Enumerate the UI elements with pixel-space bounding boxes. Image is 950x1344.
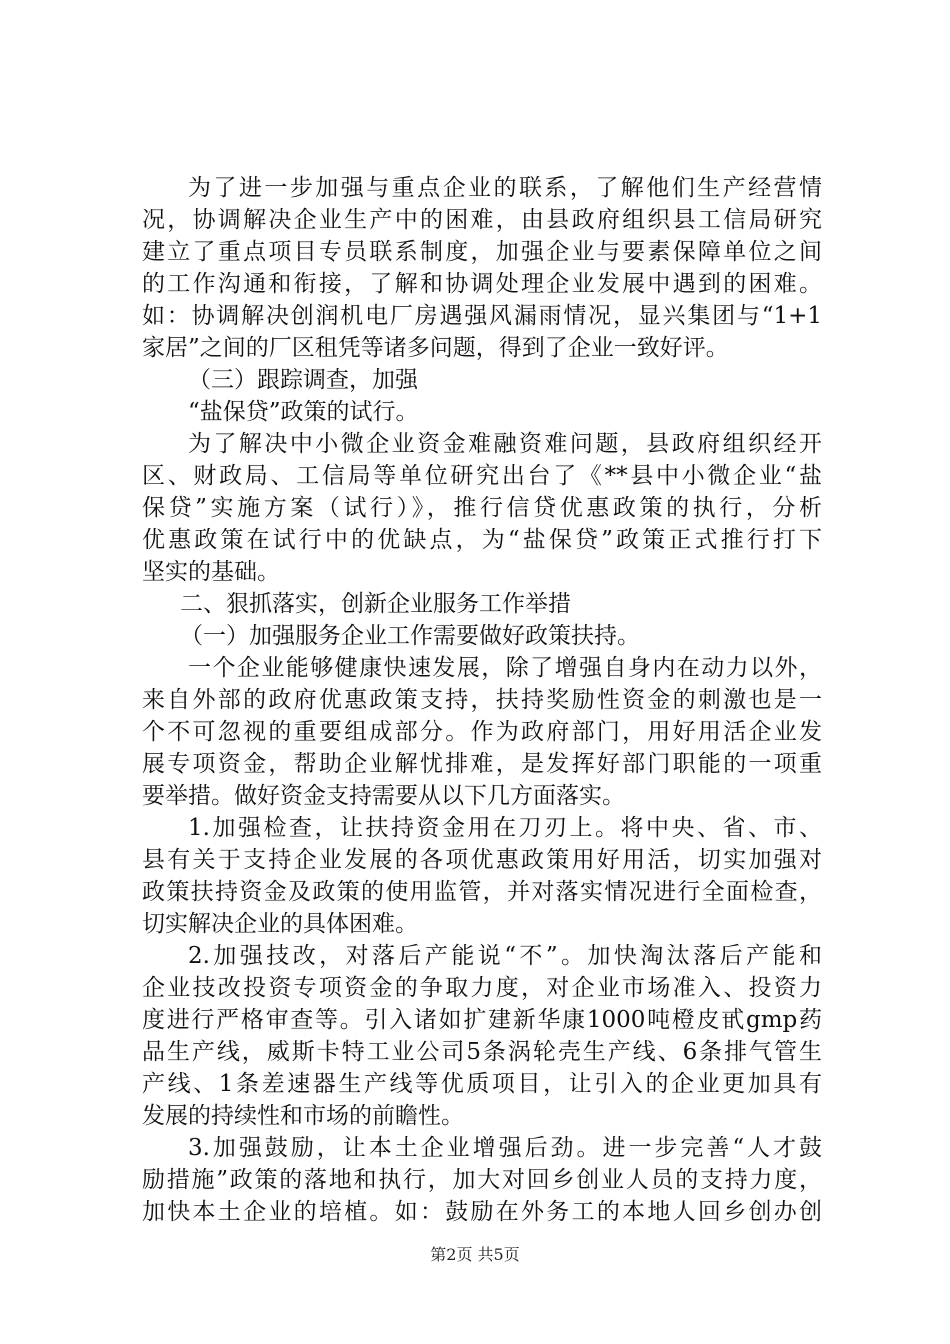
paragraph-line: 优惠政策在试行中的优缺点，为“盐保贷”政策正式推行打下	[142, 527, 822, 553]
paragraph-line: 品生产线，威斯卡特工业公司5条涡轮壳生产线、6条排气管生	[142, 1039, 822, 1065]
paragraph-line: 坚实的基础。	[142, 559, 280, 585]
paragraph-line: 为了解决中小微企业资金难融资难问题，县政府组织经开	[188, 431, 822, 457]
paragraph-line: 为了进一步加强与重点企业的联系，了解他们生产经营情	[188, 175, 822, 201]
paragraph-line: 如：协调解决创润机电厂房遇强风漏雨情况，显兴集团与“1+1	[142, 303, 822, 329]
paragraph-line: 来自外部的政府优惠政策支持，扶持奖励性资金的刺激也是一	[142, 687, 822, 713]
document-body	[142, 172, 822, 1228]
paragraph-line: 政策扶持资金及政策的使用监管，并对落实情况进行全面检查，	[142, 879, 822, 905]
section-heading: 二、狠抓落实，创新企业服务工作举措	[180, 591, 571, 617]
paragraph-line: 况，协调解决企业生产中的困难，由县政府组织县工信局研究	[142, 207, 822, 233]
paragraph-line: 2.加强技改，对落后产能说“不”。加快淘汰落后产能和	[188, 943, 822, 969]
section-heading: （一）加强服务企业工作需要做好政策扶持。	[180, 623, 640, 649]
paragraph-line: 建立了重点项目专员联系制度，加强企业与要素保障单位之间	[142, 239, 822, 265]
paragraph-line: 要举措。做好资金支持需要从以下几方面落实。	[142, 783, 625, 809]
page-footer	[0, 1245, 950, 1265]
paragraph-line: 1.加强检查，让扶持资金用在刀刃上。将中央、省、市、	[188, 815, 822, 841]
section-heading: （三）跟踪调查，加强	[188, 367, 418, 393]
paragraph-line: 发展的持续性和市场的前瞻性。	[142, 1103, 464, 1129]
paragraph-line: 切实解决企业的具体困难。	[142, 911, 418, 937]
paragraph-line: 家居”之间的厂区租凭等诸多问题，得到了企业一致好评。	[142, 335, 729, 361]
paragraph-line: 励措施”政策的落地和执行，加大对回乡创业人员的支持力度，	[142, 1167, 822, 1193]
paragraph-line: 的工作沟通和衔接，了解和协调处理企业发展中遇到的困难。	[142, 271, 822, 297]
section-heading: “盐保贷”政策的试行。	[188, 399, 419, 425]
paragraph-line: 企业技改投资专项资金的争取力度，对企业市场准入、投资力	[142, 975, 822, 1001]
paragraph-line: 区、财政局、工信局等单位研究出台了《**县中小微企业“盐	[142, 463, 822, 489]
paragraph-line: 个不可忽视的重要组成部分。作为政府部门，用好用活企业发	[142, 719, 822, 745]
paragraph-line: 保贷”实施方案（试行）》，推行信贷优惠政策的执行，分析	[142, 495, 822, 521]
paragraph-line: 3.加强鼓励，让本土企业增强后劲。进一步完善“人才鼓	[188, 1135, 822, 1161]
paragraph-line: 展专项资金，帮助企业解忧排难，是发挥好部门职能的一项重	[142, 751, 822, 777]
paragraph-line: 度进行严格审查等。引入诸如扩建新华康1000吨橙皮甙gmp药	[142, 1007, 822, 1033]
paragraph-line: 产线、1条差速器生产线等优质项目，让引入的企业更加具有	[142, 1071, 822, 1097]
paragraph-line: 加快本土企业的培植。如：鼓励在外务工的本地人回乡创办创	[142, 1199, 822, 1225]
page-number-label: 第2页 共5页	[430, 1245, 520, 1264]
paragraph-line: 县有关于支持企业发展的各项优惠政策用好用活，切实加强对	[142, 847, 822, 873]
paragraph-line: 一个企业能够健康快速发展，除了增强自身内在动力以外，	[188, 655, 822, 681]
